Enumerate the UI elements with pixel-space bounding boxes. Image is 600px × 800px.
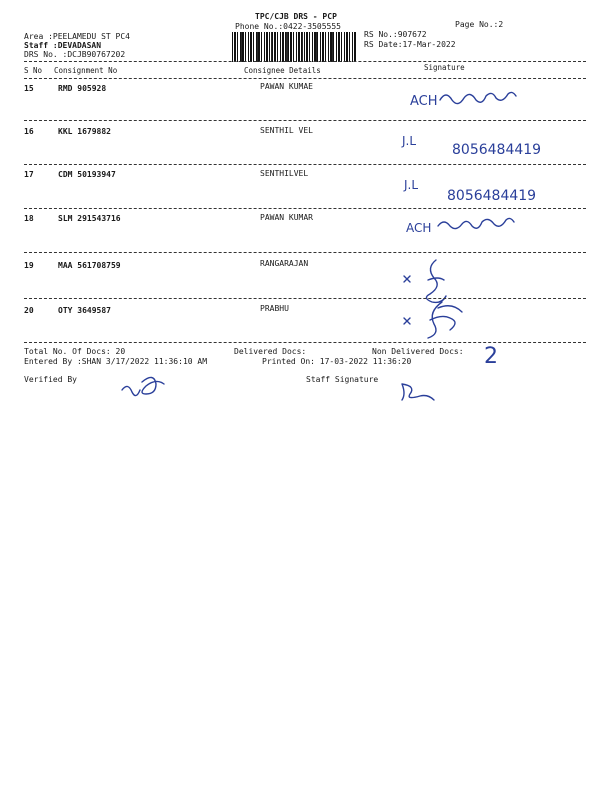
row-consignee: SENTHIL VEL (260, 126, 313, 135)
row-sno: 18 (24, 214, 34, 223)
staff-label: Staff :DEVADASAN (24, 41, 102, 50)
drs-number: DRS No. :DCJB90767202 (24, 50, 126, 59)
non-delivered-docs: Non Delivered Docs: (372, 347, 464, 356)
printed-on: Printed On: 17-03-2022 11:36:20 (262, 357, 412, 366)
signature-scribble (398, 298, 478, 342)
row-consignment: MAA 561708759 (58, 261, 121, 270)
row-divider (24, 252, 586, 253)
phone-number: Phone No.:0422-3505555 (235, 22, 341, 31)
row-consignee: PAWAN KUMAR (260, 213, 313, 222)
row-divider (24, 298, 586, 299)
row-consignment: SLM 291543716 (58, 214, 121, 223)
row-sno: 17 (24, 170, 34, 179)
signature-phone: 8056484419 (452, 142, 542, 158)
row-divider (24, 164, 586, 165)
col-signature: Signature (424, 63, 465, 72)
header-divider-top (24, 61, 586, 62)
row-consignment: OTY 3649587 (58, 306, 111, 315)
verifier-signature (120, 372, 180, 406)
row-consignee: SENTHILVEL (260, 169, 309, 178)
row-sno: 16 (24, 127, 34, 136)
signature-scribble (438, 216, 538, 236)
col-consignee: Consignee Details (244, 66, 321, 75)
verified-by-label: Verified By (24, 375, 77, 384)
staff-signature (398, 380, 444, 402)
signature-scribble (440, 88, 530, 108)
signature-text: J.L (402, 134, 417, 148)
row-consignment: RMD 905928 (58, 84, 107, 93)
area-label: Area :PEELAMEDU ST PC4 (24, 32, 130, 41)
rs-number: RS No.:907672 (364, 30, 427, 39)
non-delivered-value: 2 (484, 344, 498, 369)
col-consignment: Consignment No (54, 66, 118, 75)
entered-by: Entered By :SHAN 3/17/2022 11:36:10 AM (24, 357, 208, 366)
row-sno: 15 (24, 84, 34, 93)
signature-phone: 8056484419 (447, 188, 537, 204)
row-divider (24, 120, 586, 121)
row-divider (24, 208, 586, 209)
header-divider-bottom (24, 78, 586, 79)
table-bottom-divider (24, 342, 586, 343)
signature-text: ACH (406, 221, 432, 235)
row-consignment: CDM 50193947 (58, 170, 116, 179)
col-sno: S No (24, 66, 43, 75)
signature-scribble (398, 254, 468, 304)
page-number: Page No.:2 (455, 20, 504, 29)
row-sno: 20 (24, 306, 34, 315)
row-consignee: PAWAN KUMAE (260, 82, 313, 91)
row-consignee: PRABHU (260, 304, 289, 313)
document-title: TPC/CJB DRS - PCP (255, 12, 337, 21)
row-consignment: KKL 1679882 (58, 127, 111, 136)
signature-text: ACH (410, 94, 438, 109)
delivered-docs: Delivered Docs: (234, 347, 307, 356)
row-consignee: RANGARAJAN (260, 259, 309, 268)
staff-signature-label: Staff Signature (306, 375, 379, 384)
row-sno: 19 (24, 261, 34, 270)
rs-date: RS Date:17-Mar-2022 (364, 40, 456, 49)
signature-text: J.L (404, 178, 419, 192)
total-docs: Total No. Of Docs: 20 (24, 347, 126, 356)
barcode-overlay (232, 32, 356, 62)
